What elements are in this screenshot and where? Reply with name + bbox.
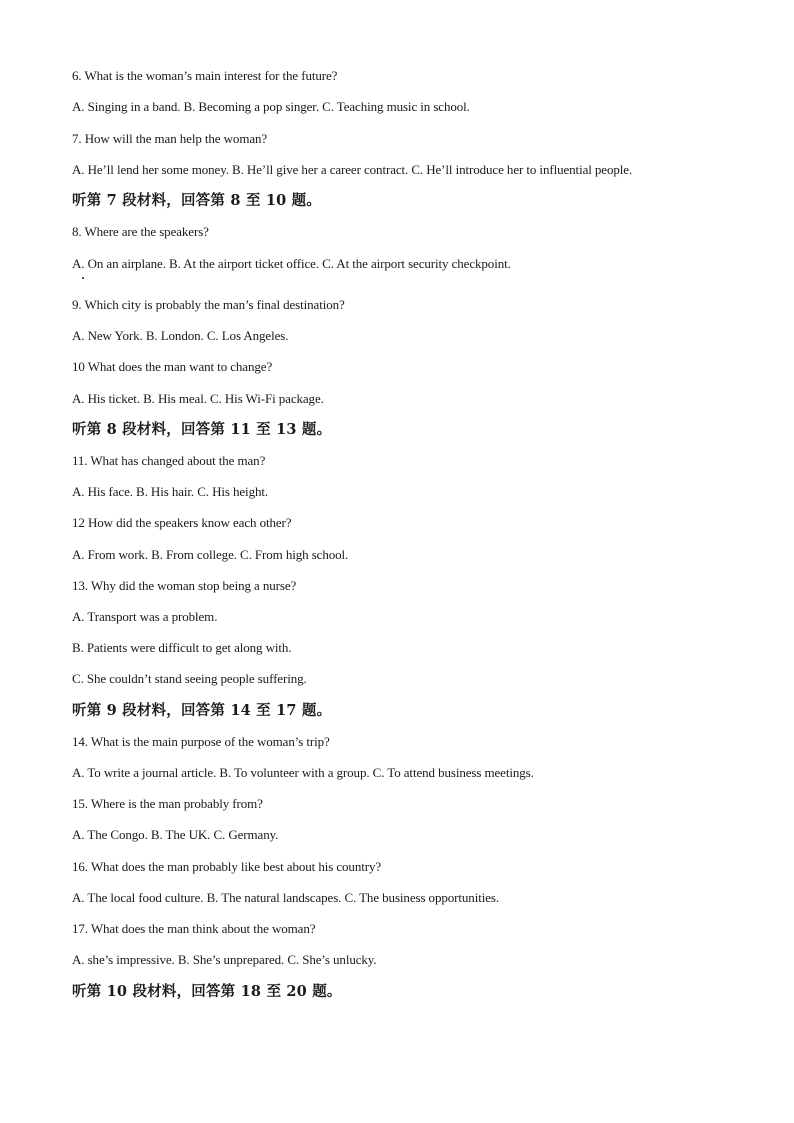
question-14: 14. What is the main purpose of the woman’s trip?	[72, 734, 330, 749]
section-heading-8: 听第 8 段材料，回答第 11 至 13 题。	[72, 421, 332, 438]
options-12: A. From work. B. From college. C. From high school.	[72, 547, 349, 562]
question-15: 15. Where is the man probably from?	[72, 796, 263, 811]
question-16: 16. What does the man probably like best about his country?	[72, 859, 382, 874]
question-13: 13. Why did the woman stop being a nurse?	[72, 578, 297, 593]
question-7: 7. How will the man help the woman?	[72, 131, 268, 146]
options-8: A. On an airplane. B. At the airport ticket office. C. At the airport security checkpoint.	[72, 256, 511, 271]
section-heading-9: 听第 9 段材料，回答第 14 至 17 题。	[72, 702, 332, 719]
options-13-a: A. Transport was a problem.	[72, 609, 218, 624]
question-11: 11. What has changed about the man?	[72, 453, 266, 468]
question-9: 9. Which city is probably the man’s final destination?	[72, 297, 345, 312]
scan-speck	[82, 277, 84, 279]
options-11: A. His face. B. His hair. C. His height.	[72, 484, 269, 499]
options-6: A. Singing in a band. B. Becoming a pop singer. C. Teaching music in school.	[72, 99, 470, 114]
options-16: A. The local food culture. B. The natural landscapes. C. The business opportunities.	[72, 890, 500, 905]
options-17: A. she’s impressive. B. She’s unprepared. C. She’s unlucky.	[72, 952, 377, 967]
section-heading-7: 听第 7 段材料，回答第 8 至 10 题。	[72, 192, 322, 209]
options-9: A. New York. B. London. C. Los Angeles.	[72, 328, 289, 343]
question-12: 12 How did the speakers know each other?	[72, 515, 292, 530]
question-8: 8. Where are the speakers?	[72, 224, 209, 239]
section-heading-10: 听第 10 段材料，回答第 18 至 20 题。	[72, 983, 342, 1000]
options-14: A. To write a journal article. B. To volunteer with a group. C. To attend business meetings.	[72, 765, 534, 780]
question-17: 17. What does the man think about the woman?	[72, 921, 316, 936]
options-13-c: C. She couldn’t stand seeing people suffering.	[72, 671, 307, 686]
options-15: A. The Congo. B. The UK. C. Germany.	[72, 827, 279, 842]
options-13-b: B. Patients were difficult to get along with.	[72, 640, 292, 655]
options-10: A. His ticket. B. His meal. C. His Wi-Fi package.	[72, 391, 324, 406]
question-10: 10 What does the man want to change?	[72, 359, 273, 374]
question-6: 6. What is the woman’s main interest for the future?	[72, 68, 338, 83]
options-7: A. He’ll lend her some money. B. He’ll give her a career contract. C. He’ll introduce her to influential people.	[72, 162, 633, 177]
